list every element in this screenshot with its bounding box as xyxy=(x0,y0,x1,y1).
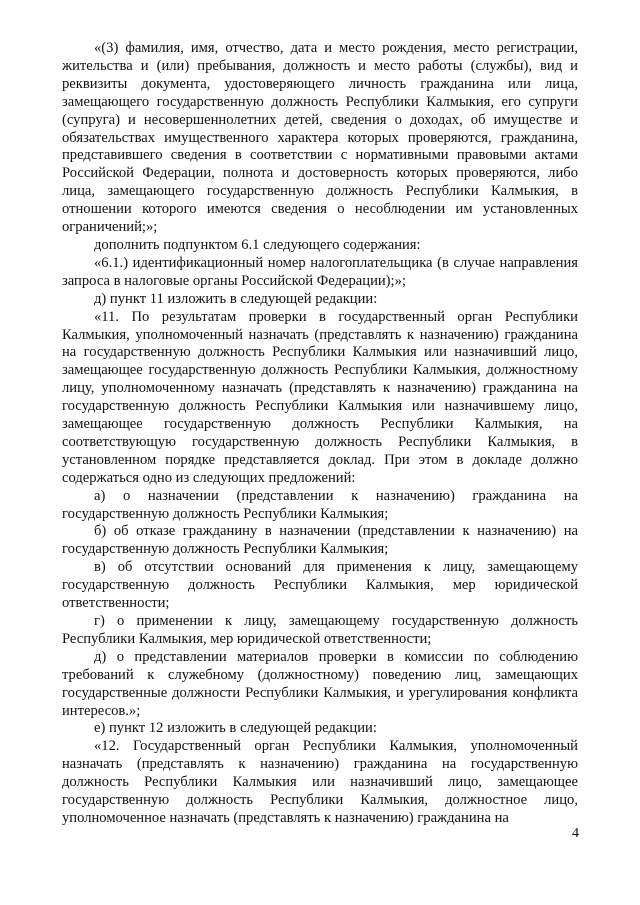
paragraph-amend-6-1: дополнить подпунктом 6.1 следующего содержания: xyxy=(94,236,421,253)
paragraph-sub-a: а) о назначении (представлении к назначению) гражданина на государственную должность Республики Калмыкия; xyxy=(62,487,578,522)
paragraph-sub-d: д) о представлении материалов проверки в комиссии по соблюдению требований к служебному (должностному) поведению лиц, замещающих государственные должности Республики Калмыкия, и урегулирования конфликта интересов.»; xyxy=(62,648,578,719)
paragraph-item-11: «11. По результатам проверки в государственный орган Республики Калмыкия, уполномоченный назначать (представлять к назначению) гражданина на государственную должность Республики Калмыкия или назначивший лицо, замещающее государственную должность Республики Калмыкия, должностному лицу, уполномоченному назначать (представлять к назначению) гражданина на государственную должность Республики Калмыкия или назначившему лицо, замещающее государственную должность Республики Калмыкия, на соответствующую государственную должность Республики Калмыкия, в установленном порядке представляется доклад. При этом в докладе должно содержаться одно из следующих предложений: xyxy=(62,308,578,486)
paragraph-item-3: «(3) фамилия, имя, отчество, дата и место рождения, место регистрации, жительства и (или) пребывания, должность и место работы (службы), вид и реквизиты документа, удостоверяющего личность гражданина или лица, замещающего государственную должность Республики Калмыкия, его супруги (супруга) и несовершеннолетних детей, сведения о доходах, об имуществе и обязательствах имущественного характера которых проверяются, гражданина, представившего сведения в соответствии с нормативными правовыми актами Российской Федерации, полнота и достоверность которых проверяются, либо лица, замещающего государственную должность Республики Калмыкия, в отношении которого имеются сведения о несоблюдении им установленных ограничений;»; xyxy=(62,40,578,236)
document-body xyxy=(62,40,578,828)
paragraph-item-6-1: «6.1.) идентификационный номер налогоплательщика (в случае направления запроса в налоговые органы Российской Федерации);»; xyxy=(62,254,578,289)
paragraph-amend-11: д) пункт 11 изложить в следующей редакции: xyxy=(94,290,378,307)
paragraph-sub-g: г) о применении к лицу, замещающему государственную должность Республики Калмыкия, мер юридической ответственности; xyxy=(62,613,578,647)
paragraph-sub-b: б) об отказе гражданину в назначении (представлении к назначению) на государственную должность Республики Калмыкия; xyxy=(62,523,578,558)
paragraph-item-12: «12. Государственный орган Республики Калмыкия, уполномоченный назначать (представлять к назначению) гражданина на государственную должность Республики Калмыкия или назначивший лицо, замещающее государственную должность Республики Калмыкия, должностное лицо, уполномоченное назначать (представлять к назначению) гражданина на xyxy=(62,738,578,826)
paragraph-amend-12: е) пункт 12 изложить в следующей редакции: xyxy=(94,720,377,737)
paragraph-sub-v: в) об отсутствии оснований для применения к лицу, замещающему государственную должность Республики Калмыкия, мер юридической ответственности; xyxy=(62,559,578,612)
page-number: 4 xyxy=(572,826,579,841)
